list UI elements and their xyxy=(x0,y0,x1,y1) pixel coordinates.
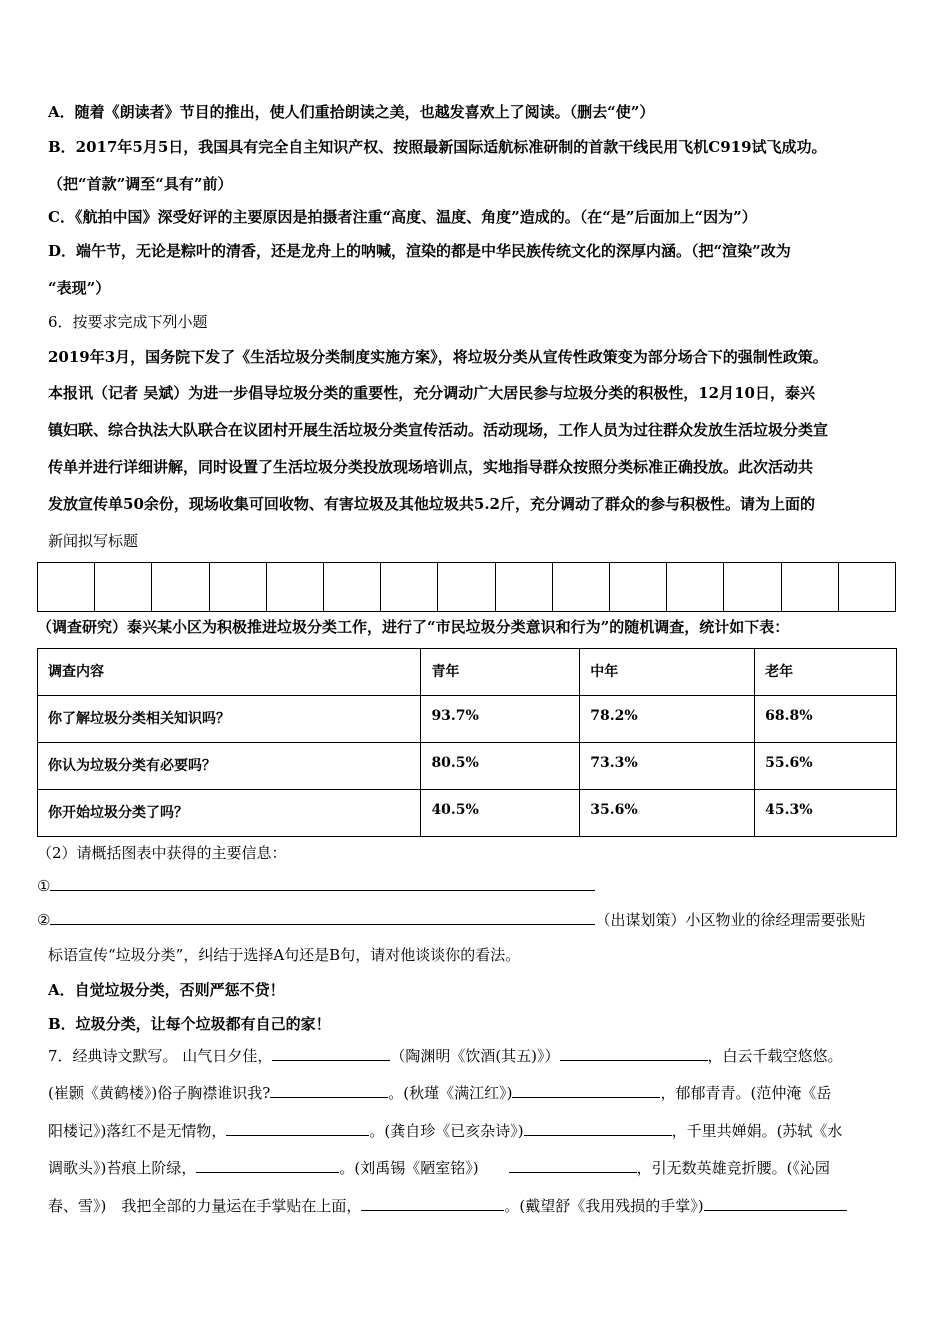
survey-intro: （调查研究）泰兴某小区为积极推进垃圾分类工作，进行了“市民垃圾分类意识和行为”的随机调查，统计如下表： xyxy=(37,618,790,636)
q6-subquestion-2: （2）请概括图表中获得的主要信息： xyxy=(37,844,287,862)
answer-blank[interactable] xyxy=(509,1158,637,1173)
answer-blank[interactable] xyxy=(272,1046,390,1061)
option-d: D．端午节，无论是粽叶的清香，还是龙舟上的呐喊，渲染的都是中华民族传统文化的深厚内涵。（把“渲染”改为 xyxy=(48,242,791,260)
header-cell: 青年 xyxy=(421,649,580,696)
cell: 68.8% xyxy=(755,696,897,743)
passage-line: 新闻拟写标题 xyxy=(48,532,139,550)
q7-text: ，引无数英雄竞折腰。(《沁园 xyxy=(636,1159,830,1177)
cell: 35.6% xyxy=(580,790,755,837)
cell: 78.2% xyxy=(580,696,755,743)
option-b-cont: （把“首款”调至“具有”前） xyxy=(48,175,233,193)
q7-text: 。(戴望舒《我用残损的手掌》) xyxy=(504,1197,704,1215)
mark-2: ② xyxy=(37,911,51,929)
answer-blank[interactable] xyxy=(270,1083,388,1098)
slogan-a: A．自觉垃圾分类，否则严惩不贷！ xyxy=(48,981,285,999)
cell: 93.7% xyxy=(421,696,580,743)
q7-text: ，郁郁青青。(范仲淹《岳 xyxy=(660,1084,832,1102)
q6-title: 6．按要求完成下列小题 xyxy=(48,313,208,331)
header-cell: 老年 xyxy=(755,649,897,696)
option-a: A．随着《朗读者》节目的推出，使人们重拾朗读之美，也越发喜欢上了阅读。（删去“使”） xyxy=(48,103,655,121)
cell: 80.5% xyxy=(421,743,580,790)
plan-question-cont: 标语宣传“垃圾分类”，纠结于选择A句还是B句，请对他谈谈你的看法。 xyxy=(48,946,521,964)
answer-blank[interactable] xyxy=(512,1083,660,1098)
table-row xyxy=(38,790,897,837)
cell: 40.5% xyxy=(421,790,580,837)
q7-text: ，白云千载空悠悠。 xyxy=(707,1047,843,1065)
mark-1: ① xyxy=(37,877,51,895)
answer-blank[interactable] xyxy=(50,910,595,925)
cell: 45.3% xyxy=(755,790,897,837)
answer-blank[interactable] xyxy=(524,1121,672,1136)
passage-line: 镇妇联、综合执法大队联合在议团村开展生活垃圾分类宣传活动。活动现场，工作人员为过往群众发放生活垃圾分类宣 xyxy=(48,421,829,439)
cell: 你认为垃圾分类有必要吗？ xyxy=(38,743,421,790)
q7-text: 。(龚自珍《已亥杂诗》) xyxy=(369,1122,524,1140)
survey-table xyxy=(37,648,897,837)
plan-question: （出谋划策）小区物业的徐经理需要张贴 xyxy=(595,911,866,929)
table-row xyxy=(38,696,897,743)
passage-line: 本报讯（记者 吴斌）为进一步倡导垃圾分类的重要性，充分调动广大居民参与垃圾分类的积极性，12月10日，泰兴 xyxy=(48,384,815,402)
passage-line: 发放宣传单50余份，现场收集可回收物、有害垃圾及其他垃圾共5.2斤，充分调动了群众的参与积极性。请为上面的 xyxy=(48,495,815,513)
answer-blank[interactable] xyxy=(226,1121,369,1136)
table-header-row xyxy=(38,649,897,696)
answer-blank[interactable] xyxy=(704,1196,847,1211)
q7-text: 阳楼记》)落红不是无情物， xyxy=(48,1122,227,1140)
slogan-b: B．垃圾分类，让每个垃圾都有自己的家！ xyxy=(48,1015,331,1033)
answer-blank[interactable] xyxy=(50,876,595,891)
answer-blank[interactable] xyxy=(361,1196,504,1211)
header-cell: 中年 xyxy=(580,649,755,696)
q7-text: 。(刘禹锡《陋室铭》) xyxy=(339,1159,479,1177)
q7-text: 。(秋瑾《满江红》) xyxy=(388,1084,513,1102)
passage-line: 2019年3月，国务院下发了《生活垃圾分类制度实施方案》，将垃圾分类从宣传性政策变为部分场合下的强制性政策。 xyxy=(48,348,828,366)
option-d-cont: “表现”） xyxy=(48,279,111,297)
answer-blank[interactable] xyxy=(560,1046,708,1061)
q7-text: 7．经典诗文默写。 山气日夕佳， xyxy=(48,1047,273,1065)
q7-text: 春、雪》) 我把全部的力量运在手掌贴在上面， xyxy=(48,1197,362,1215)
headline-answer-grid[interactable] xyxy=(37,562,896,612)
table-row xyxy=(38,743,897,790)
answer-blank[interactable] xyxy=(196,1158,339,1173)
q7-text: ，千里共婵娟。(苏轼《水 xyxy=(671,1122,843,1140)
cell: 73.3% xyxy=(580,743,755,790)
q7-text: （陶渊明《饮酒(其五)》） xyxy=(390,1047,560,1065)
cell: 你开始垃圾分类了吗？ xyxy=(38,790,421,837)
cell: 55.6% xyxy=(755,743,897,790)
option-b: B．2017年5月5日，我国具有完全自主知识产权、按照最新国际适航标准研制的首款干线民用飞机C919试飞成功。 xyxy=(48,138,827,156)
header-cell: 调查内容 xyxy=(38,649,421,696)
q7-text: (崔颢《黄鹤楼》)俗子胸襟谁识我? xyxy=(48,1084,271,1102)
q7-text: 调歌头》)苔痕上阶绿， xyxy=(48,1159,197,1177)
cell: 你了解垃圾分类相关知识吗？ xyxy=(38,696,421,743)
passage-line: 传单并进行详细讲解，同时设置了生活垃圾分类投放现场培训点，实地指导群众按照分类标准正确投放。此次活动共 xyxy=(48,458,814,476)
option-c: C．《航拍中国》深受好评的主要原因是拍摄者注重“高度、温度、角度”造成的。（在“是”后面加上“因为”） xyxy=(48,208,757,226)
